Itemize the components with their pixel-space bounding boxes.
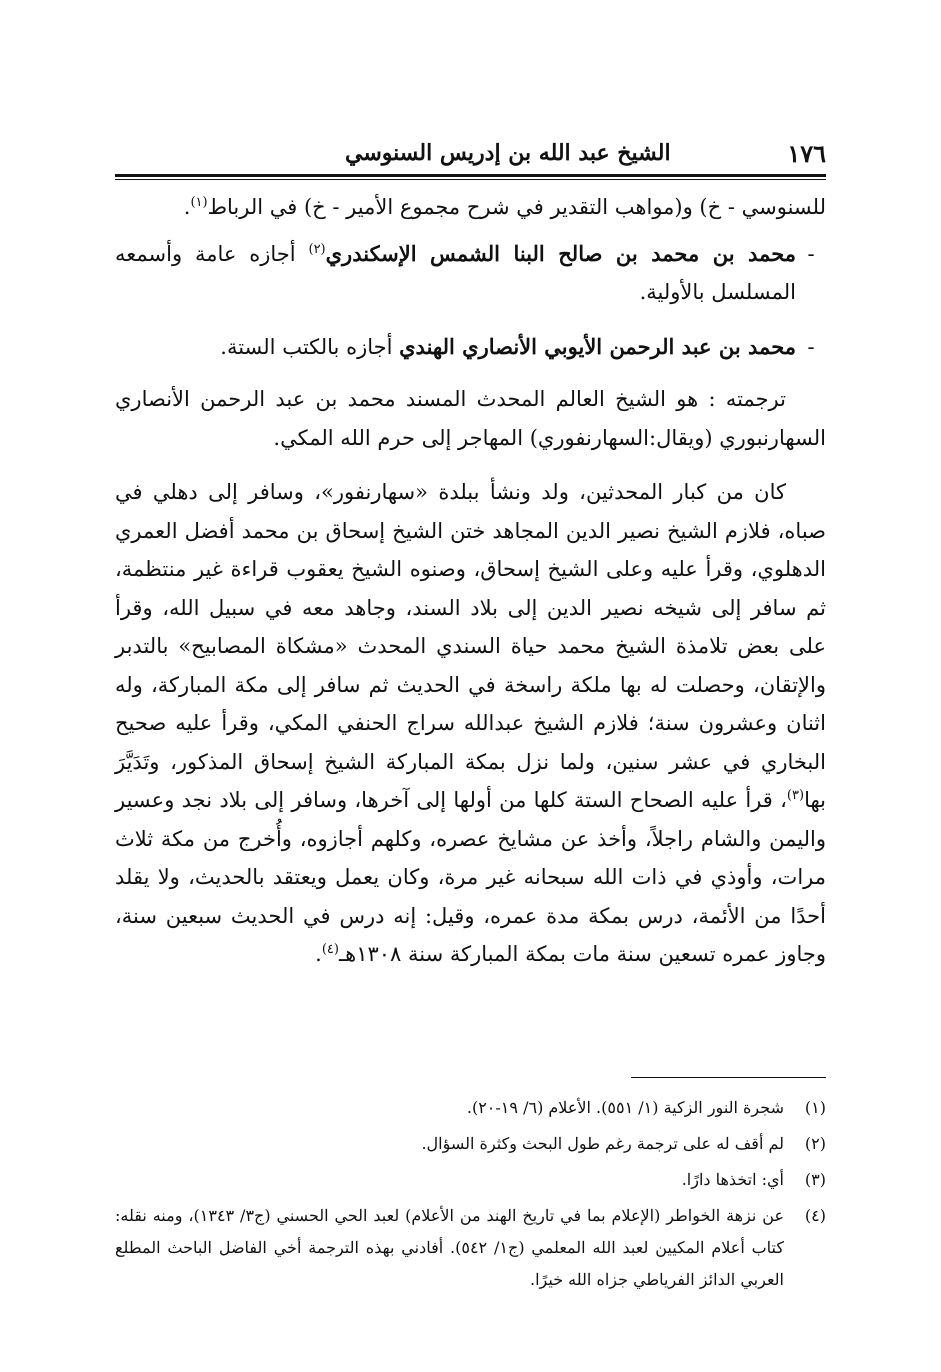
footnote-text: أي: اتخذها دارًا. xyxy=(681,1170,784,1189)
footnote-number: (١) xyxy=(804,1098,826,1117)
list-dash: - xyxy=(807,241,815,266)
scholar-detail: أجازه بالكتب الستة. xyxy=(220,334,400,359)
continuation-line xyxy=(115,188,826,227)
list-item xyxy=(115,328,826,367)
biography-text-part1: كان من كبار المحدثين، ولد ونشأ ببلدة «سهارنفور»، وسافر إلى دهلي في صباه، فلازم الشيخ نصير الدين المجاهد ختن الشيخ إسحاق بن محمد أفضل العمري الدهلوي، وقرأ عليه وعلى الشيخ إسحاق، وصنوه الشيخ يعقوب قراءة غير منتظمة، ثم سافر إلى شيخه نصير الدين إلى بلاد السند، وجاهد معه في سبيل الله، وقرأ على بعض تلامذة الشيخ محمد حياة السندي المحدث «مشكاة المصابيح» بالتدبر والإتقان، وحصلت له بها ملكة راسخة في الحديث ثم سافر إلى مكة المباركة، وله اثنان وعشرون سنة؛ فلازم الشيخ عبدالله سراج الحنفي المكي، وقرأ عليه صحيح البخاري في عشر سنين، ولما نزل بمكة المباركة الشيخ إسحاق المذكور، وتَدَيَّرَ بها xyxy=(115,480,826,812)
biography-paragraph xyxy=(115,473,826,974)
list-dash: - xyxy=(807,334,815,359)
footnote-text: شجرة النور الزكية (١/ ٥٥١). الأعلام (٦/ ١٩-٢٠). xyxy=(466,1098,784,1117)
scholar-detail: أجازه عامة وأسمعه المسلسل بالأولية. xyxy=(115,241,796,304)
footnote-number: (٣) xyxy=(804,1170,826,1189)
footnote xyxy=(115,1164,826,1196)
main-text xyxy=(115,188,826,974)
footnote-separator xyxy=(631,1077,826,1078)
footnote-ref-1: (١) xyxy=(190,195,208,210)
list-item-text xyxy=(115,235,796,312)
biography-text-part2: ، قرأ عليه الصحاح الستة كلها من أولها إلى آخرها، وسافر إلى بلاد نجد وعسير واليمن والشام راجلاً، وأخذ عن مشايخ عصره، وكلهم أجازوه، وأُخرج من مكة ثلاث مرات، وأوذي في ذات الله سبحانه غير مرة، وكان يعمل ويعتقد بالحديث، ولا يقلد أحدًا من الأئمة، درس بمكة مدة عمره، وقيل: إنه درس في الحديث سبعين سنة، وجاوز عمره تسعين سنة مات بمكة المباركة سنة ١٣٠٨هـ xyxy=(115,788,826,966)
footnote-ref-3: (٣) xyxy=(786,788,805,803)
footnote xyxy=(115,1200,826,1296)
biography-intro: ترجمته : هو الشيخ العالم المحدث المسند محمد بن عبد الرحمن الأنصاري السهارنبوري (ويقال:السهارنفوري) المهاجر إلى حرم الله المكي. xyxy=(115,387,826,450)
continuation-end: . xyxy=(183,195,191,219)
page-header xyxy=(115,136,826,170)
header-rule xyxy=(115,174,826,180)
scholar-name: محمد بن محمد بن صالح البنا الشمس الإسكندري xyxy=(325,240,797,266)
running-title: الشيخ عبد الله بن إدريس السنوسي xyxy=(345,140,671,166)
footnote xyxy=(115,1128,826,1160)
footnote xyxy=(115,1092,826,1124)
footnote-text: عن نزهة الخواطر (الإعلام بما في تاريخ الهند من الأعلام) لعبد الحي الحسني (ج٣/ ١٣٤٣)، ومنه نقله: كتاب أعلام المكيين لعبد الله المعلمي (ج١/ ٥٤٢). أفادني بهذه الترجمة أخي الفاضل الباحث المطلع العربي الدائز الفرياطي جزاه الله خيرًا. xyxy=(115,1206,785,1289)
footnotes xyxy=(115,1092,826,1296)
biography-end: . xyxy=(315,942,322,966)
footnote-text: لم أقف له على ترجمة رغم طول البحث وكثرة السؤال. xyxy=(421,1134,784,1153)
footnote-ref-4: (٤) xyxy=(321,942,339,957)
continuation-text: للسنوسي - خ) و(مواهب التقدير في شرح مجموع الأمير - خ) في الرباط xyxy=(207,195,826,219)
footnote-ref-2: (٢) xyxy=(308,241,326,257)
footnote-number: (٤) xyxy=(804,1206,826,1225)
list-item-text xyxy=(115,328,796,367)
list-item xyxy=(115,235,826,312)
scholar-name: محمد بن عبد الرحمن الأيوبي الأنصاري الهندي xyxy=(399,333,796,359)
page-number: ١٧٦ xyxy=(787,138,826,168)
footnote-number: (٢) xyxy=(804,1134,826,1153)
